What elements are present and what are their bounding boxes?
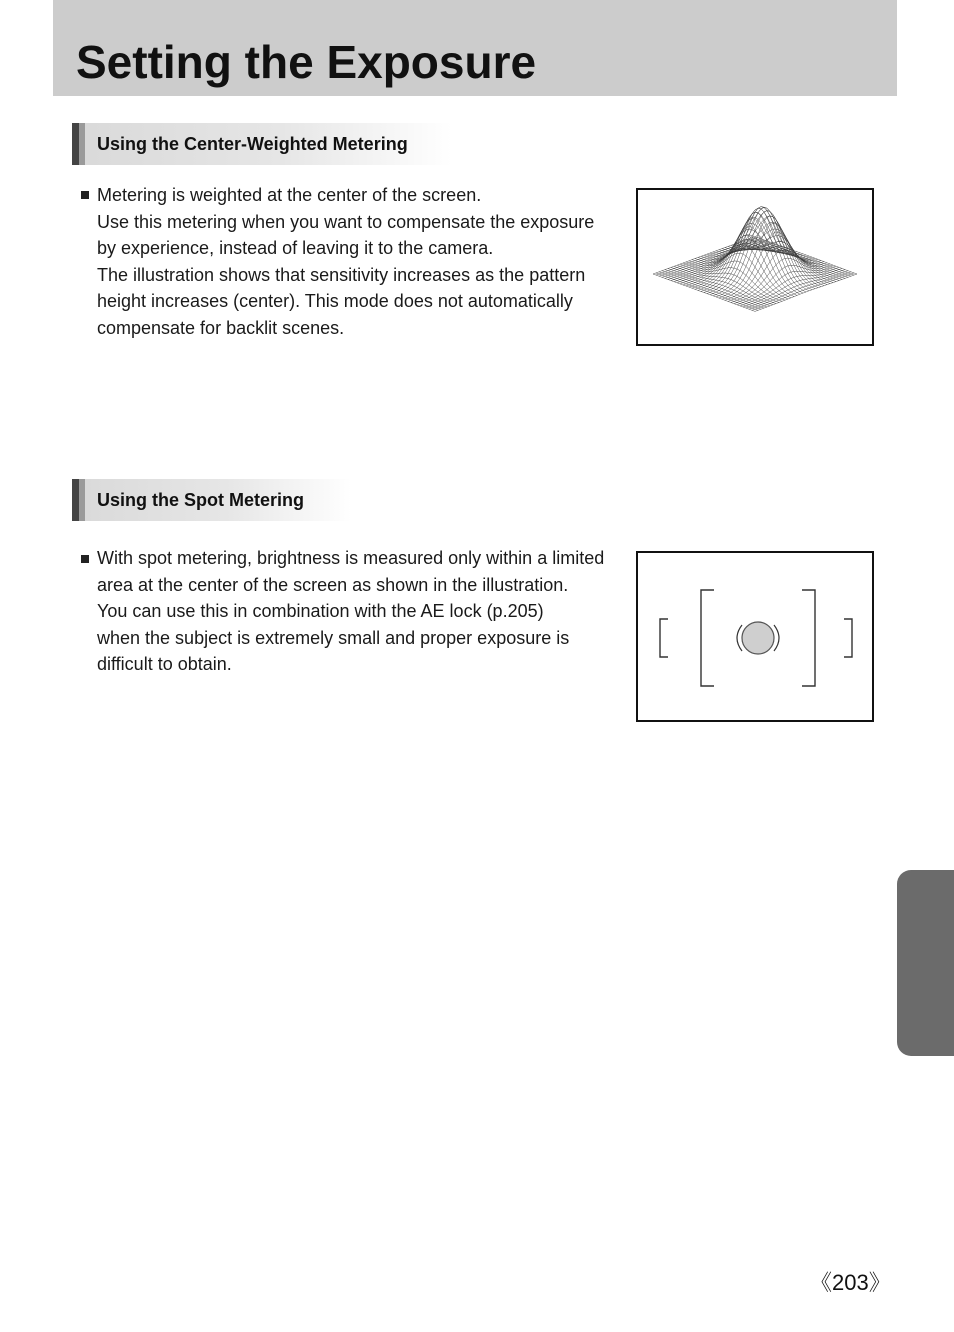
spot-circle-icon [742, 622, 774, 654]
spot-left-paren [737, 625, 742, 651]
center-weighted-description [97, 182, 597, 342]
text-line: area at the center of the screen as shown in the illustration. [97, 574, 569, 595]
page-number: 《203》 [810, 1270, 891, 1295]
heading-accent-bar-light [79, 123, 85, 165]
text-line: Use this metering when you want to compensate the exposure [97, 211, 595, 232]
section-heading-label: Using the Center-Weighted Metering [97, 134, 408, 154]
viewfinder-outer-left-bracket [660, 619, 668, 657]
viewfinder-outer-right-bracket [844, 619, 852, 657]
spot-metering-illustration [636, 551, 874, 722]
metering-mesh-icon [638, 190, 872, 344]
text-line: height increases (center). This mode does not automatically [97, 291, 573, 312]
text-line: With spot metering, brightness is measured only within a limited [97, 548, 605, 568]
section-heading-center-weighted [72, 123, 452, 165]
viewfinder-inner-left-bracket [701, 590, 714, 686]
viewfinder-inner-right-bracket [802, 590, 815, 686]
page-title: Setting the Exposure [76, 36, 537, 88]
chapter-side-tab [897, 870, 954, 1056]
spot-metering-description [97, 545, 605, 678]
text-line: when the subject is extremely small and proper exposure is [97, 627, 570, 648]
title-band [53, 0, 897, 96]
spot-right-paren [774, 625, 779, 651]
heading-accent-bar [72, 479, 79, 521]
mesh-wireframe [653, 207, 857, 312]
heading-accent-bar [72, 123, 79, 165]
text-line: compensate for backlit scenes. [97, 317, 345, 338]
section-heading-spot [72, 479, 352, 521]
heading-accent-bar-light [79, 479, 85, 521]
section-heading-label: Using the Spot Metering [97, 490, 304, 510]
text-line: You can use this in combination with the AE lock (p.205) [97, 601, 544, 622]
text-line: by experience, instead of leaving it to the camera. [97, 238, 494, 259]
text-line: The illustration shows that sensitivity increases as the pattern [97, 264, 586, 285]
center-weighted-metering-illustration [636, 188, 874, 346]
text-line: Metering is weighted at the center of the screen. [97, 185, 482, 205]
text-line: difficult to obtain. [97, 654, 232, 675]
viewfinder-icon [638, 553, 872, 720]
bullet-square-icon [81, 191, 89, 199]
bullet-square-icon [81, 555, 89, 563]
